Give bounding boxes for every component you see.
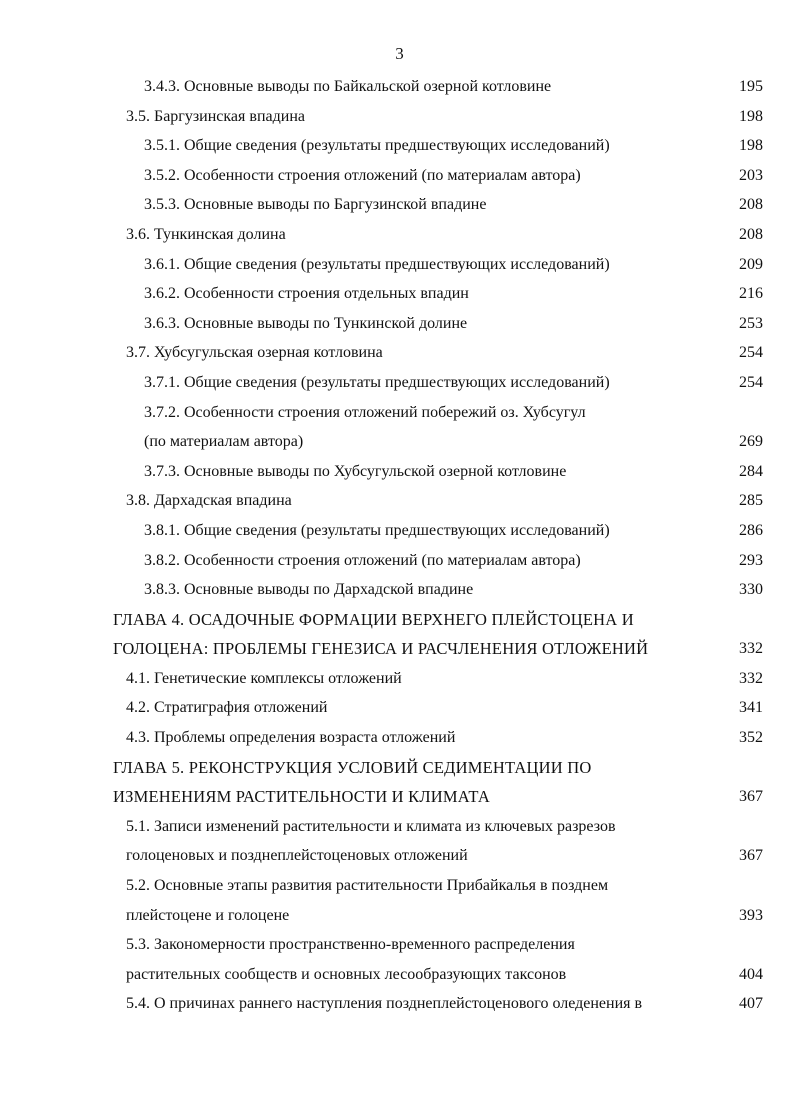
toc-entry-page: 254	[739, 344, 763, 362]
toc-entry	[0, 871, 799, 901]
toc-entry	[0, 546, 799, 576]
toc-entry-title: 3.7. Хубсугульская озерная котловина	[126, 344, 383, 362]
toc-entry-page: 330	[739, 581, 763, 599]
toc-entry-title: 3.6.1. Общие сведения (результаты предшествующих исследований)	[144, 255, 610, 273]
toc-entry	[0, 723, 799, 753]
toc-entry-title: 3.5.3. Основные выводы по Баргузинской впадине	[144, 196, 487, 214]
toc-entry-page: 195	[739, 78, 763, 95]
toc-entry-title: 3.4.3. Основные выводы по Байкальской озерной котловине	[144, 78, 552, 95]
toc-entry-title: 3.5.2. Особенности строения отложений (по материалам автора)	[144, 166, 581, 184]
page-number: 3	[395, 44, 404, 63]
toc-entry-page: 407	[739, 995, 763, 1013]
toc-entry	[0, 664, 799, 694]
toc-entry-title: 5.3. Закономерности пространственно-временного распределения	[126, 936, 575, 954]
toc-entry	[0, 250, 799, 280]
toc-entry-title: растительных сообществ и основных лесообразующих таксонов	[126, 965, 567, 983]
toc-entry	[0, 753, 799, 783]
toc-entry-page: 341	[739, 699, 763, 717]
toc-entry	[0, 427, 799, 457]
toc-entry-title: 4.2. Стратиграфия отложений	[126, 699, 328, 717]
toc-entry	[0, 516, 799, 546]
toc-entry-title: 3.8. Дархадская впадина	[126, 492, 292, 510]
toc-entry-title: (по материалам автора)	[144, 433, 304, 451]
toc-entry-title: 4.1. Генетические комплексы отложений	[126, 669, 402, 687]
toc-entry-page: 393	[739, 906, 763, 924]
toc-entry	[0, 960, 799, 990]
toc-entry-page: 285	[739, 492, 763, 510]
toc-entry-page: 254	[739, 373, 763, 391]
toc-entry-page: 367	[739, 847, 763, 865]
toc-entry-title: ГОЛОЦЕНА: ПРОБЛЕМЫ ГЕНЕЗИСА И РАСЧЛЕНЕНИЯ ОТЛОЖЕНИЙ	[113, 639, 649, 659]
toc-entry	[0, 457, 799, 487]
toc-entry	[0, 102, 799, 132]
toc-entry-page: 253	[739, 314, 763, 332]
toc-entry	[0, 782, 799, 812]
toc-entry-page: 284	[739, 462, 763, 480]
toc-entry	[0, 812, 799, 842]
toc-entry-page: 216	[739, 285, 763, 303]
toc-entry-title: 5.2. Основные этапы развития растительности Прибайкалья в позднем	[126, 877, 609, 895]
toc-entry	[0, 338, 799, 368]
toc-entry-title: голоценовых и позднеплейстоценовых отложений	[126, 847, 468, 865]
toc-entry-title: ГЛАВА 4. ОСАДОЧНЫЕ ФОРМАЦИИ ВЕРХНЕГО ПЛЕЙСТОЦЕНА И	[113, 609, 634, 629]
toc-entry	[0, 989, 799, 1019]
toc-entry-page: 209	[739, 255, 763, 273]
toc-entry	[0, 693, 799, 723]
toc-entry	[0, 72, 799, 102]
toc-entry-title: 3.7.3. Основные выводы по Хубсугульской озерной котловине	[144, 462, 567, 480]
toc-entry	[0, 398, 799, 428]
toc-entry-page: 198	[739, 107, 763, 125]
toc-entry-title: 3.7.2. Особенности строения отложений побережий оз. Хубсугул	[144, 403, 586, 421]
toc-entry-page: 293	[739, 551, 763, 569]
toc-entry-page: 367	[739, 788, 763, 806]
toc-entry-page: 286	[739, 521, 763, 539]
toc-entry-page: 352	[739, 729, 763, 747]
toc-entry-page: 208	[739, 225, 763, 243]
toc-entry-page: 208	[739, 196, 763, 214]
toc-entry-title: 4.3. Проблемы определения возраста отложений	[126, 729, 456, 747]
toc-entry-title: 5.4. О причинах раннего наступления позднеплейстоценового оледенения в	[126, 995, 643, 1013]
toc-entry-page: 269	[739, 433, 763, 451]
toc-entry-title: 3.8.2. Особенности строения отложений (по материалам автора)	[144, 551, 581, 569]
toc-entry	[0, 634, 799, 664]
toc-entry	[0, 161, 799, 191]
toc-entry-title: 3.8.3. Основные выводы по Дархадской впадине	[144, 581, 474, 599]
toc-entry	[0, 131, 799, 161]
toc-entry-page: 198	[739, 137, 763, 155]
toc-entry-title: 3.6.3. Основные выводы по Тункинской долине	[144, 314, 468, 332]
toc-entry	[0, 605, 799, 635]
table-of-contents	[0, 72, 799, 1019]
toc-entry-title: ГЛАВА 5. РЕКОНСТРУКЦИЯ УСЛОВИЙ СЕДИМЕНТАЦИИ ПО	[113, 757, 592, 777]
toc-entry	[0, 930, 799, 960]
toc-entry-title: плейстоцене и голоцене	[126, 906, 290, 924]
toc-entry	[0, 309, 799, 339]
toc-entry	[0, 901, 799, 931]
toc-entry-title: 3.6. Тункинская долина	[126, 225, 286, 243]
toc-entry-page: 332	[739, 640, 763, 658]
toc-entry	[0, 279, 799, 309]
toc-entry-title: 3.5. Баргузинская впадина	[126, 107, 305, 125]
toc-entry-page: 404	[739, 965, 763, 983]
toc-entry	[0, 841, 799, 871]
toc-entry	[0, 190, 799, 220]
toc-entry	[0, 368, 799, 398]
toc-entry	[0, 220, 799, 250]
toc-entry	[0, 486, 799, 516]
toc-entry-title: ИЗМЕНЕНИЯМ РАСТИТЕЛЬНОСТИ И КЛИМАТА	[113, 787, 490, 807]
toc-entry-title: 5.1. Записи изменений растительности и климата из ключевых разрезов	[126, 817, 616, 835]
toc-entry-title: 3.5.1. Общие сведения (результаты предшествующих исследований)	[144, 137, 610, 155]
toc-entry-title: 3.6.2. Особенности строения отдельных впадин	[144, 285, 469, 303]
toc-entry-page: 332	[739, 669, 763, 687]
toc-entry-title: 3.8.1. Общие сведения (результаты предшествующих исследований)	[144, 521, 610, 539]
toc-entry-page: 203	[739, 166, 763, 184]
toc-entry	[0, 575, 799, 605]
toc-entry-title: 3.7.1. Общие сведения (результаты предшествующих исследований)	[144, 373, 610, 391]
